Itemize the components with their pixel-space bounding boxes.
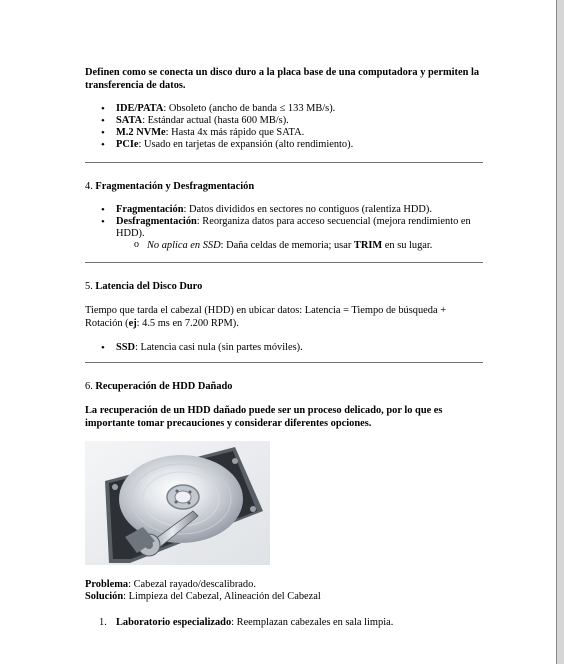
- interface-list: [85, 103, 483, 151]
- section-heading-4: 4. Fragmentación y Desfragmentación: [85, 181, 255, 192]
- window-edge: [557, 0, 564, 664]
- solution-line: Solución: Limpieza del Cabezal, Alineación del Cabezal: [85, 591, 321, 602]
- section-divider: [85, 362, 483, 363]
- latency-paragraph: Tiempo que tarda el cabezal (HDD) en ubicar datos: Latencia = Tiempo de búsqueda + Rotación (ej: 4.5 ms en 7.200 RPM).: [85, 305, 447, 329]
- list-item: • PCIe: Usado en tarjetas de expansión (alto rendimiento).: [85, 139, 483, 151]
- list-item: • SSD: Latencia casi nula (sin partes móviles).: [85, 342, 483, 354]
- latency-list: [85, 342, 483, 354]
- section-heading-6: 6. Recuperación de HDD Dañado: [85, 381, 233, 392]
- list-item: 1. Laboratorio especializado: Reemplazan cabezales en sala limpia.: [99, 617, 394, 628]
- hard-disk-icon: [85, 441, 270, 565]
- intro-paragraph: Definen como se conecta un disco duro a la placa base de una computadora y permiten la transferencia de datos.: [85, 67, 480, 91]
- list-item: • M.2 NVMe: Hasta 4x más rápido que SATA.: [85, 127, 483, 139]
- list-item: • Desfragmentación: Reorganiza datos para acceso secuencial (mejora rendimiento en HDD).: [85, 216, 483, 240]
- section-heading-5: 5. Latencia del Disco Duro: [85, 281, 203, 292]
- section-divider: [85, 162, 483, 163]
- fragmentation-list: [85, 204, 483, 252]
- section-divider: [85, 262, 483, 263]
- problem-line: Problema: Cabezal rayado/descalibrado.: [85, 579, 256, 590]
- sub-list-item: o No aplica en SSD: Daña celdas de memoria; usar TRIM en su lugar.: [85, 240, 483, 252]
- recovery-steps-list: [85, 617, 483, 629]
- list-item: • Fragmentación: Datos divididos en sectores no contiguos (ralentiza HDD).: [85, 204, 483, 216]
- recovery-intro: La recuperación de un HDD dañado puede ser un proceso delicado, por lo que es importante tomar precauciones y considerar diferentes opciones.: [85, 405, 443, 429]
- list-item: • SATA: Estándar actual (hasta 600 MB/s).: [85, 115, 483, 127]
- list-item: • IDE/PATA: Obsoleto (ancho de banda ≤ 133 MB/s).: [85, 103, 483, 115]
- hard-disk-photo: [85, 441, 270, 565]
